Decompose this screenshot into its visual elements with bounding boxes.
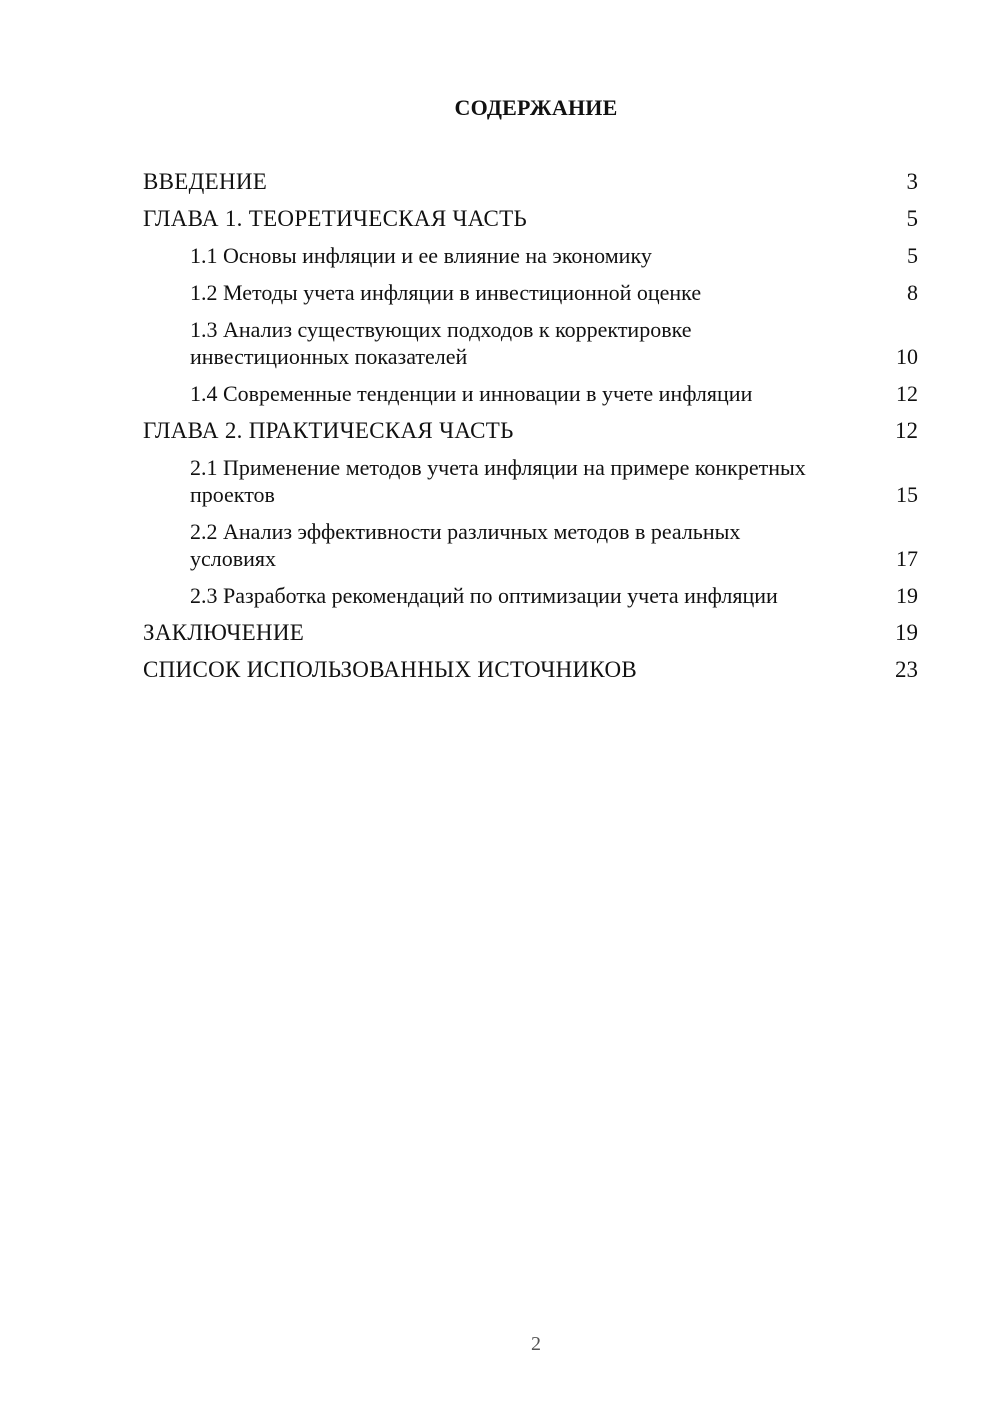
toc-entry-label: 2.1 Применение методов учета инфляции на примере конкретных проектов xyxy=(190,455,806,507)
toc-entry-page: 8 xyxy=(907,280,918,305)
page-title: СОДЕРЖАНИЕ xyxy=(454,95,618,120)
toc-entry-page: 15 xyxy=(896,482,918,507)
toc-entry-section-2-3[interactable] xyxy=(143,582,918,609)
toc-entry-label: ГЛАВА 2. ПРАКТИЧЕСКАЯ ЧАСТЬ xyxy=(143,418,514,443)
toc-entry-section-1-3[interactable] xyxy=(143,316,918,370)
toc-entry-label: СПИСОК ИСПОЛЬЗОВАННЫХ ИСТОЧНИКОВ xyxy=(143,657,638,682)
toc-entry-introduction[interactable] xyxy=(143,168,918,195)
toc-entry-section-2-1[interactable] xyxy=(143,454,918,508)
toc-entry-page: 3 xyxy=(906,169,918,194)
toc-entry-label: ЗАКЛЮЧЕНИЕ xyxy=(143,620,305,645)
toc-entry-page: 12 xyxy=(896,381,918,406)
toc-entry-page: 5 xyxy=(906,206,918,231)
table-of-contents xyxy=(143,168,918,693)
toc-entry-label: 1.3 Анализ существующих подходов к корректировке инвестиционных показателей xyxy=(190,317,692,369)
toc-entry-section-1-2[interactable] xyxy=(143,279,918,306)
toc-entry-label: 2.3 Разработка рекомендаций по оптимизации учета инфляции xyxy=(190,583,778,608)
toc-entry-page: 10 xyxy=(896,344,918,369)
toc-entry-label: ГЛАВА 1. ТЕОРЕТИЧЕСКАЯ ЧАСТЬ xyxy=(143,206,528,231)
toc-entry-label: ВВЕДЕНИЕ xyxy=(143,169,268,194)
toc-entry-page: 23 xyxy=(895,657,918,682)
toc-entry-chapter-2[interactable] xyxy=(143,417,918,444)
toc-entry-chapter-1[interactable] xyxy=(143,205,918,232)
toc-entry-page: 17 xyxy=(896,546,918,571)
toc-entry-section-1-4[interactable] xyxy=(143,380,918,407)
toc-entry-references[interactable] xyxy=(143,656,918,683)
toc-entry-page: 12 xyxy=(895,418,918,443)
toc-entry-page: 19 xyxy=(895,620,918,645)
toc-entry-conclusion[interactable] xyxy=(143,619,918,646)
toc-entry-section-2-2[interactable] xyxy=(143,518,918,572)
toc-entry-page: 5 xyxy=(907,243,918,268)
toc-entry-label: 1.2 Методы учета инфляции в инвестиционной оценке xyxy=(190,280,702,305)
toc-entry-label: 1.1 Основы инфляции и ее влияние на экономику xyxy=(190,243,652,268)
toc-entry-section-1-1[interactable] xyxy=(143,242,918,269)
toc-entry-label: 2.2 Анализ эффективности различных методов в реальных условиях xyxy=(190,519,741,571)
toc-entry-label: 1.4 Современные тенденции и инновации в учете инфляции xyxy=(190,381,753,406)
toc-entry-page: 19 xyxy=(896,583,918,608)
page-number: 2 xyxy=(531,1333,541,1355)
